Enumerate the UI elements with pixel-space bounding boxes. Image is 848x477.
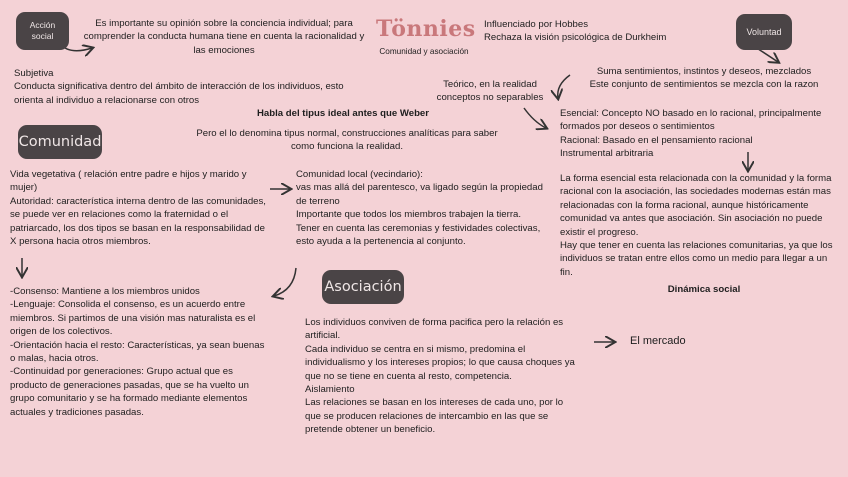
comunidad-label: Comunidad <box>18 134 102 150</box>
vida-vegetativa-text: Vida vegetativa ( relación entre padre e hijos y marido y mujer) <box>10 169 247 194</box>
mercado-label: El mercado <box>630 335 686 347</box>
page-title: Tönnies <box>376 16 476 42</box>
comunidad-box <box>18 125 102 159</box>
voluntad-box <box>736 14 792 50</box>
comunidad-local-line: Importante que todos los miembros trabajen la tierra. <box>296 209 522 221</box>
teorico-note: Teórico, en la realidad conceptos no separables <box>436 79 544 104</box>
asociacion-box <box>322 270 404 304</box>
asociacion-line: Aislamiento <box>305 384 355 396</box>
voluntad-type-esencial: Esencial: Concepto NO basado en lo racional, principalmente formados por deseos o sentimientos <box>560 108 822 133</box>
subjetiva-block <box>14 67 370 107</box>
voluntad-types <box>560 107 838 161</box>
forma-esencial-block <box>560 172 842 279</box>
asociacion-line: Cada individuo se centra en si mismo, predomina el individualismo y los intereses propios; lo que causa choques ya que no se tiene en cuenta al resto, competencia. <box>305 343 575 382</box>
comunidad-local-line: Tener en cuenta las ceremonias y festividades colectivas, esto ayuda a la pertenencia al conjunto. <box>296 222 541 248</box>
comunidad-local-line: vas mas allá del parentesco, va ligado según la propiedad de terreno <box>296 182 543 207</box>
element-orientacion: -Orientación hacia el resto: Características, ya sean buenas o malas, hacia otros. <box>10 339 265 365</box>
asociacion-line: Las relaciones se basan en los intereses de cada uno, por lo que se producen relaciones de intercambio en las que se pretende obtener un beneficio. <box>305 397 564 436</box>
arrow-summary-to-esencial <box>558 75 570 98</box>
asociacion-label: Asociación <box>324 279 402 295</box>
influence-line: Influenciado por Hobbes <box>484 19 589 30</box>
arrow-local-to-asociacion <box>274 268 296 296</box>
comunidad-local-block <box>296 168 548 248</box>
arrow-teorico-to-types <box>524 108 546 128</box>
accion-social-box <box>16 12 69 50</box>
asociacion-block <box>305 316 581 437</box>
element-lenguaje: -Lenguaje: Consolida el consenso, es un acuerdo entre miembros. Si partimos de una visión mas naturalista es el origen de los colectivos. <box>10 299 256 338</box>
tipus-ideal-text: Pero el lo denomina tipus normal, construcciones analíticas para saber como funciona la realidad. <box>196 128 498 153</box>
page-subtitle: Comunidad y asociación <box>379 47 469 56</box>
autoridad-text: Autoridad: característica interna dentro de las comunidades, se puede ver en relaciones como la fraternidad o el patriarcado, los dos tipos se basan en la responsabilidad de X persona hacia otros miembros. <box>10 195 266 248</box>
asociacion-line: Los individuos conviven de forma pacifica pero la relación es artificial. <box>305 317 564 342</box>
voluntad-label: Voluntad <box>746 26 782 37</box>
voluntad-type-instrumental: Instrumental arbitraria <box>560 148 654 160</box>
relaciones-comunitarias-text: Hay que tener en cuenta las relaciones comunitarias, ya que los individuos se tratan entre ellos como un medio para llegar a un fin. <box>560 240 833 278</box>
dinamica-social: Dinámica social <box>667 284 741 295</box>
accion-social-label-line: social <box>31 31 54 41</box>
element-consenso: -Consenso: Mantiene a los miembros unidos <box>10 286 200 297</box>
subjetiva-heading: Subjetiva <box>14 68 54 79</box>
influence-line: Rechaza la visión psicológica de Durkheim <box>484 32 667 44</box>
voluntad-summary-line: Suma sentimientos, instintos y deseos, mezclados <box>596 66 812 77</box>
forma-esencial-text: La forma esencial esta relacionada con la comunidad y la forma racional con la asociación, las sociedades modernas están mas relacionadas con la forma racional, aunque históricamente comunidad va antes que asociación. Sin asociación no puede existir el progreso. <box>560 173 832 238</box>
comunidad-left-block <box>10 168 272 248</box>
comunidad-elements-block <box>10 285 272 419</box>
voluntad-summary-line: Este conjunto de sentimientos se mezcla con la razon <box>589 79 819 91</box>
voluntad-type-racional: Racional: Basado en el pensamiento racional <box>560 134 753 146</box>
accion-social-description: Es importante su opinión sobre la conciencia individual; para comprender la conducta humana tiene en cuenta la racionalidad y las emociones <box>83 18 365 56</box>
voluntad-summary <box>572 65 836 92</box>
tipus-ideal-heading: Habla del tipus ideal antes que Weber <box>256 108 430 119</box>
comunidad-local-heading: Comunidad local (vecindario): <box>296 169 423 180</box>
influence-block <box>484 18 704 45</box>
subjetiva-text: Conducta significativa dentro del ámbito de interacción de los individuos, esto orienta al individuo a relacionarse con otros <box>14 81 344 106</box>
accion-social-label-line: Acción <box>29 20 56 30</box>
element-continuidad: -Continuidad por generaciones: Grupo actual que es producto de generaciones pasadas, que se ha vuelto un grupo comunitario y se ha formado mediante elementos actuales y tradiciones pasadas. <box>10 366 249 418</box>
